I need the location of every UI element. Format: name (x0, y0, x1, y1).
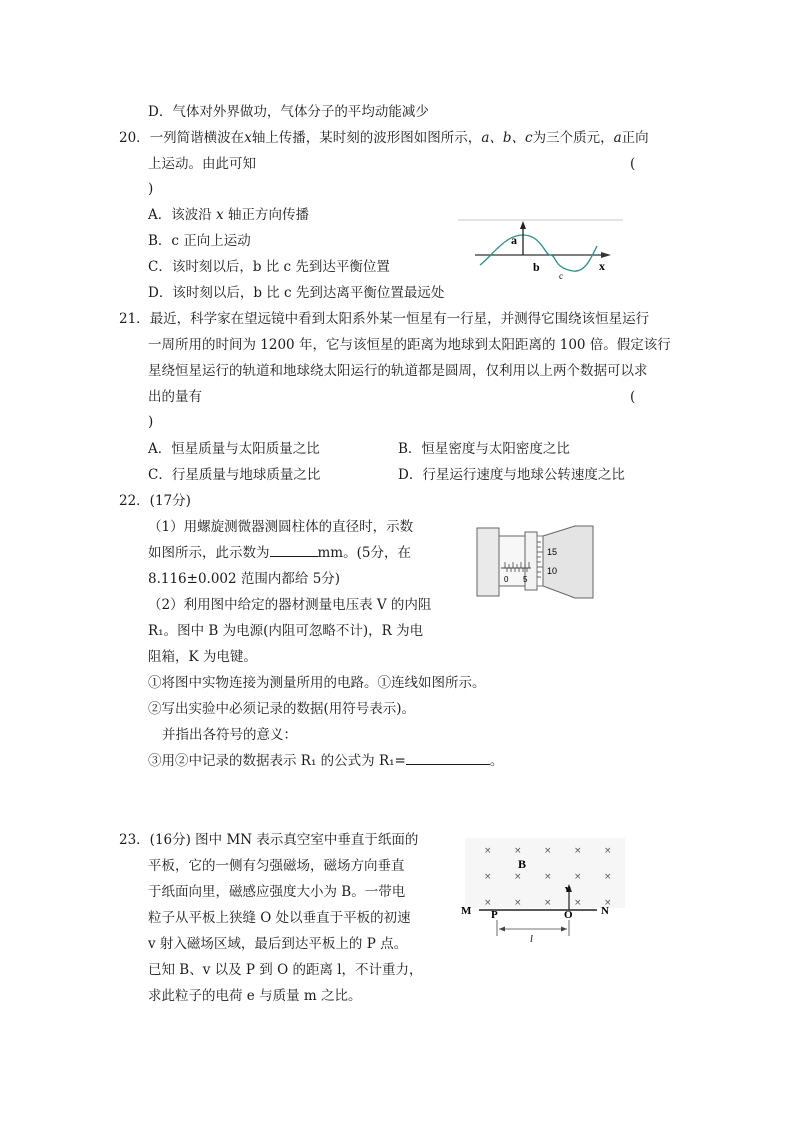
q20-option-a-post: 轴正方向传播 (223, 207, 309, 223)
q22-p1-line2 (148, 544, 411, 562)
svg-text:×: × (574, 898, 582, 908)
svg-text:×: × (604, 898, 612, 908)
q23-label-P: P (491, 909, 498, 921)
q23-label-B: B (518, 857, 527, 871)
q20-option-c: C．该时刻以后，b 比 c 先到达平衡位置 (148, 259, 390, 275)
q22-micrometer-figure (475, 522, 595, 602)
q22-scale-5: 5 (523, 575, 528, 584)
q20-label-a: a (511, 233, 517, 247)
q22-scale-10: 10 (547, 566, 558, 576)
q22-p2-line1: （2）利用图中给定的器材测量电压表 V 的内阻 (148, 597, 432, 613)
svg-text:×: × (544, 872, 552, 882)
svg-text:×: × (574, 846, 582, 856)
q21-number: 21． (119, 311, 150, 327)
q22-step3 (148, 752, 503, 770)
q22-thimble-scale (537, 536, 543, 586)
q20-wave-figure (455, 213, 625, 283)
q20-option-a-x: x (216, 207, 224, 223)
q23-label-M: M (461, 905, 472, 917)
q22-p1-line2-pre: 如图所示，此示数为 (148, 545, 270, 561)
q22-header: 22．(17分) (119, 493, 191, 509)
svg-text:×: × (484, 898, 492, 908)
svg-text:×: × (544, 898, 552, 908)
q23-line7: 求此粒子的电荷 e 与质量 m 之比。 (148, 988, 362, 1004)
q20-paren-close: ) (148, 181, 154, 197)
q20-stem-line1 (119, 129, 649, 147)
q23-field-figure (455, 836, 630, 946)
q21-option-c: C．行星质量与地球质量之比 (148, 467, 321, 483)
q20-stem-x: x (244, 130, 252, 146)
q21-option-a: A．恒星质量与太阳质量之比 (148, 441, 320, 457)
svg-text:×: × (514, 898, 522, 908)
q21-option-d: D．行星运行速度与地球公转速度之比 (398, 467, 625, 483)
q23-line2: 平板，它的一侧有匀强磁场，磁场方向垂直 (148, 858, 405, 874)
q20-label-c: c (559, 271, 563, 281)
q20-label-b: b (533, 260, 540, 274)
q22-scale-15: 15 (547, 547, 558, 557)
q20-option-a (148, 206, 309, 224)
q19-option-d: D．气体对外界做功，气体分子的平均动能减少 (148, 104, 429, 120)
q20-velocity-arrow (520, 221, 526, 229)
q20-stem-d: 正向 (621, 130, 649, 146)
q20-stem-a2: a (613, 130, 622, 146)
q22-p2-line2: R₁。图中 B 为电源(内阻可忽略不计)，R 为电 (148, 623, 424, 639)
q23-label-v: v (565, 883, 571, 895)
q22-step3-pre: ③用②中记录的数据表示 R₁ 的公式为 R₁= (148, 753, 406, 769)
q23-label-l: l (530, 934, 533, 945)
q20-option-d: D．该时刻以后，b 比 c 先到达离平衡位置最远处 (148, 285, 445, 301)
q21-line1 (119, 310, 649, 328)
svg-text:×: × (484, 846, 492, 856)
q22-step2b: 并指出各符号的意义： (162, 727, 297, 743)
q22-answer-blank-2 (406, 752, 490, 765)
q20-stem-line2: 上运动。由此可知 (148, 156, 256, 172)
q21-option-b: B．恒星密度与太阳密度之比 (398, 441, 570, 457)
q22-step1: ①将图中实物连接为测量所用的电路。①连线如图所示。 (148, 675, 486, 691)
q21-line1-text: 最近，科学家在望远镜中看到太阳系外某一恒星有一行星，并测得它围绕该恒星运行 (149, 311, 650, 327)
q21-paren-close: ) (148, 414, 154, 430)
q20-option-b: B．c 正向上运动 (148, 233, 251, 249)
q23-line5: v 射入磁场区域，最后到达平板上的 P 点。 (148, 936, 408, 952)
q23-label-N: N (601, 905, 609, 917)
q22-step2: ②写出实验中必须记录的数据(用符号表示)。 (148, 701, 416, 717)
q21-line2: 一周所用的时间为 1200 年，它与该恒星的距离为地球到太阳距离的 100 倍。假定该行 (148, 337, 671, 353)
q22-p1-line3: 8.116±0.002 范围内都给 5分) (148, 571, 341, 587)
q20-stem-a: 一列简谐横波在 (149, 130, 245, 146)
svg-text:×: × (574, 872, 582, 882)
q23-line1: 23．(16分) 图中 MN 表示真空室中垂直于纸面的 (119, 832, 419, 848)
q20-number: 20． (119, 130, 150, 146)
q23-label-O: O (564, 909, 573, 921)
q23-line6: 已知 B、v 以及 P 到 O 的距离 l，不计重力， (148, 962, 423, 978)
q21-line3: 星绕恒星运行的轨道和地球绕太阳运行的轨道都是圆周，仅利用以上两个数据可以求 (148, 363, 648, 379)
q22-p1-line1: （1）用螺旋测微器测圆柱体的直径时，示数 (148, 519, 414, 535)
q22-p1-line2-post: mm。(5分，在 (317, 545, 411, 561)
svg-text:×: × (514, 872, 522, 882)
q21-paren-open: ( (630, 389, 636, 405)
q20-option-a-pre: A．该波沿 (148, 207, 217, 223)
svg-text:×: × (514, 846, 522, 856)
q21-line4: 出的量有 (148, 389, 202, 405)
q20-paren-open: ( (630, 156, 636, 172)
q22-answer-blank-1 (270, 544, 318, 557)
q23-line4: 粒子从平板上狭缝 O 处以垂直于平板的初速 (148, 910, 411, 926)
q22-scale-0: 0 (504, 575, 509, 584)
q20-stem-b: 轴上传播，某时刻的波形图如图所示， (251, 130, 482, 146)
q20-stem-abc: a、b、c (481, 130, 533, 146)
q23-line3: 于纸面向里，磁感应强度大小为 B。一带电 (148, 884, 406, 900)
svg-text:×: × (484, 872, 492, 882)
q22-p2-line3: 阻箱，K 为电键。 (148, 649, 257, 665)
q22-step3-post: 。 (489, 753, 504, 769)
q20-label-x: x (599, 259, 605, 273)
svg-text:×: × (544, 846, 552, 856)
svg-text:×: × (604, 846, 612, 856)
svg-text:×: × (604, 872, 612, 882)
q20-stem-c: 为三个质元， (532, 130, 614, 146)
